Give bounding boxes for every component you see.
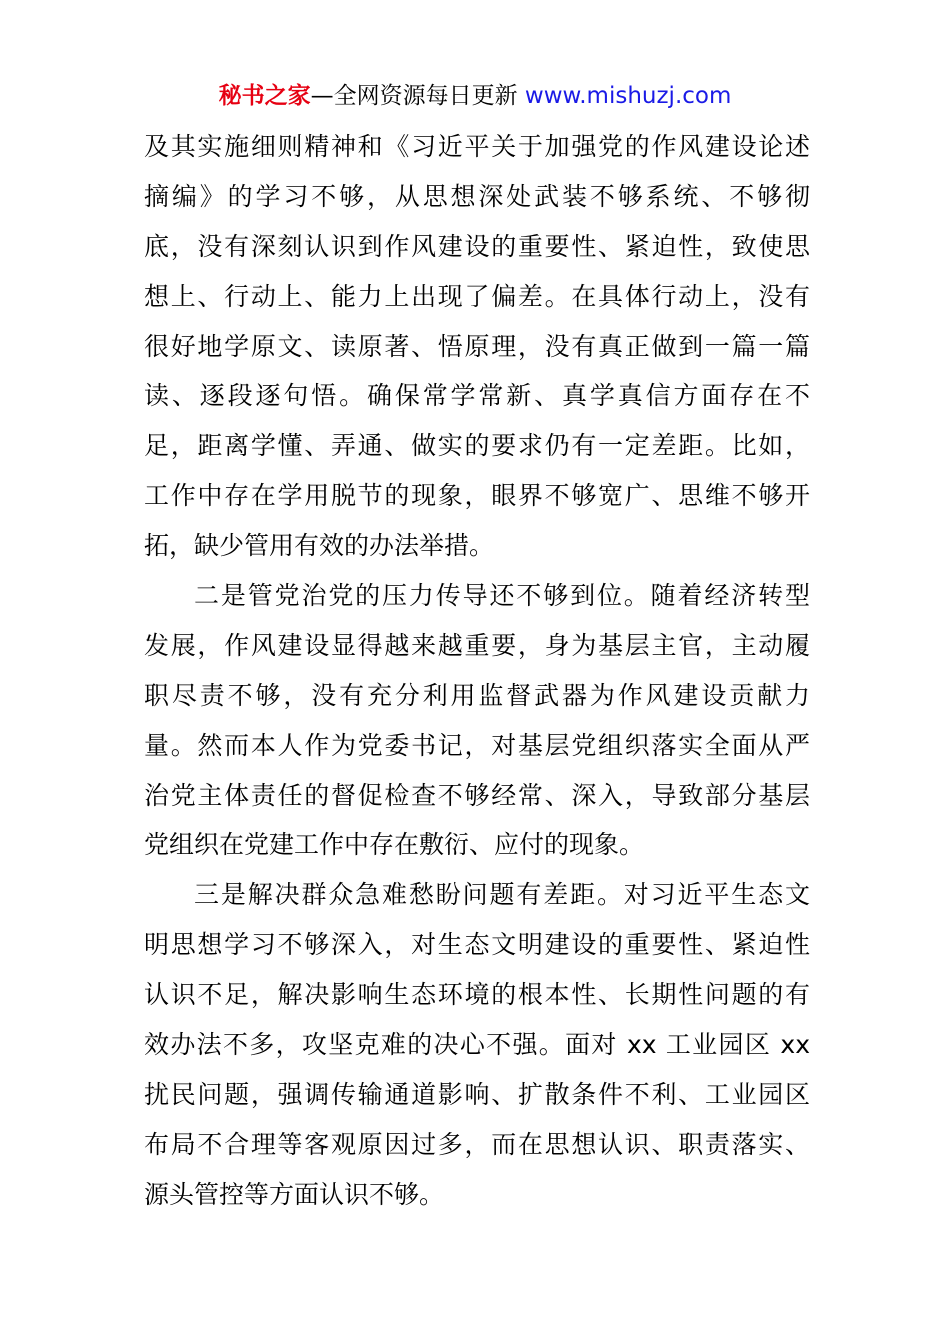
site-brand: 秘书之家	[218, 83, 311, 109]
text-line: 底，没有深刻认识到作风建设的重要性、紧迫性，致使思	[144, 231, 810, 261]
site-url-link[interactable]: www.mishuzj.com	[524, 83, 732, 109]
text-line: 明思想学习不够深入，对生态文明建设的重要性、紧迫性	[144, 930, 810, 960]
site-tagline: —全网资源每日更新	[310, 83, 525, 109]
text-line: 职尽责不够，没有充分利用监督武器为作风建设贡献力	[144, 680, 810, 710]
text-line: 源头管控等方面认识不够。	[144, 1179, 445, 1209]
text-line: 想上、行动上、能力上出现了偏差。在具体行动上，没有	[144, 281, 810, 311]
text-line: 很好地学原文、读原著、悟原理，没有真正做到一篇一篇	[144, 331, 810, 361]
text-line: 量。然而本人作为党委书记，对基层党组织落实全面从严	[144, 730, 810, 760]
text-line: 拓，缺少管用有效的办法举措。	[144, 531, 495, 561]
text-line: 扰民问题，强调传输通道影响、扩散条件不利、工业园区	[144, 1079, 810, 1109]
text-line: 工作中存在学用脱节的现象，眼界不够宽广、思维不够开	[144, 481, 810, 511]
text-line: 认识不足，解决影响生态环境的根本性、长期性问题的有	[144, 980, 810, 1010]
text-line: 摘编》的学习不够，从思想深处武装不够系统、不够彻	[144, 181, 810, 211]
text-line: 足，距离学懂、弄通、做实的要求仍有一定差距。比如，	[144, 431, 810, 461]
document-body	[144, 122, 810, 1220]
site-header	[0, 82, 950, 110]
text-line: 治党主体责任的督促检查不够经常、深入，导致部分基层	[144, 780, 810, 810]
text-line: 读、逐段逐句悟。确保常学常新、真学真信方面存在不	[144, 381, 810, 411]
text-line: 布局不合理等客观原因过多，而在思想认识、职责落实、	[144, 1129, 810, 1159]
paragraph-first-line: 二是管党治党的压力传导还不够到位。随着经济转型	[194, 581, 810, 611]
paragraph-first-line: 三是解决群众急难愁盼问题有差距。对习近平生态文	[194, 880, 810, 910]
text-line: 及其实施细则精神和《习近平关于加强党的作风建设论述	[144, 132, 810, 161]
text-line: 发展，作风建设显得越来越重要，身为基层主官，主动履	[144, 630, 810, 660]
text-line: 党组织在党建工作中存在敷衍、应付的现象。	[144, 830, 645, 860]
text-line: 效办法不多，攻坚克难的决心不强。面对 xx 工业园区 xx	[144, 1030, 810, 1060]
